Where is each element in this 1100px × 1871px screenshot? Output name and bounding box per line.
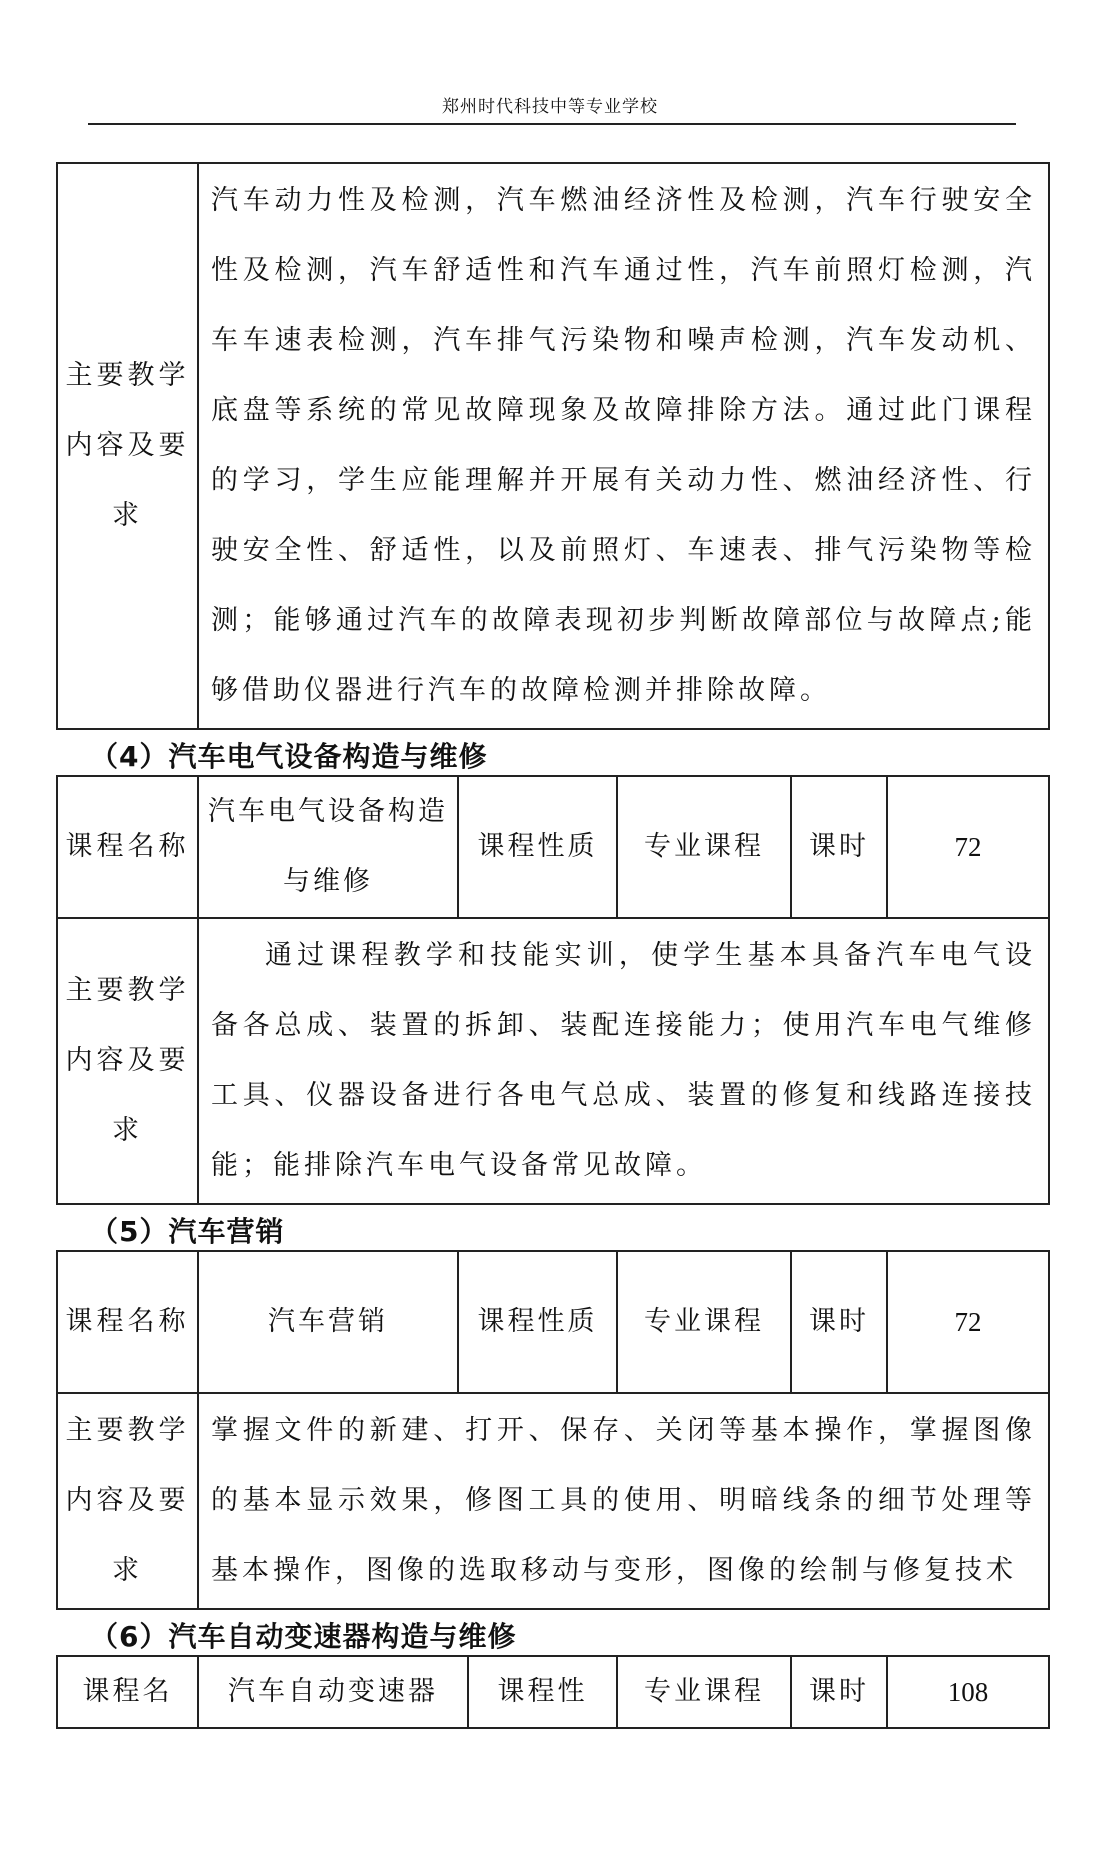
course-nature-value: 专业课程	[617, 776, 791, 918]
course-name-value: 汽车营销	[198, 1251, 458, 1393]
content-label: 主要教学内容及要求	[57, 918, 198, 1204]
course-table-6	[56, 1655, 1050, 1729]
content-text: 汽车动力性及检测，汽车燃油经济性及检测，汽车行驶安全性及检测，汽车舒适性和汽车通过性，汽车前照灯检测，汽车车速表检测，汽车排气污染物和噪声检测，汽车发动机、底盘等系统的常见故障现象及故障排除方法。通过此门课程的学习，学生应能理解并开展有关动力性、燃油经济性、行驶安全性、舒适性，以及前照灯、车速表、排气污染物等检测；能够通过汽车的故障表现初步判断故障部位与故障点;能够借助仪器进行汽车的故障检测并排除故障。	[198, 163, 1049, 729]
hours-label: 课时	[791, 776, 887, 918]
content-text: 掌握文件的新建、打开、保存、关闭等基本操作，掌握图像的基本显示效果，修图工具的使用、明暗线条的细节处理等基本操作，图像的选取移动与变形，图像的绘制与修复技术	[198, 1393, 1049, 1609]
course-table-continued	[56, 162, 1050, 730]
course-nature-label: 课程性质	[458, 1251, 617, 1393]
content-text: 通过课程教学和技能实训，使学生基本具备汽车电气设备各总成、装置的拆卸、装配连接能力；使用汽车电气维修工具、仪器设备进行各电气总成、装置的修复和线路连接技能；能排除汽车电气设备常见故障。	[198, 918, 1049, 1204]
section-heading-4: （4）汽车电气设备构造与维修	[90, 740, 488, 773]
course-nature-label: 课程性	[468, 1656, 617, 1728]
hours-value: 72	[887, 1251, 1049, 1393]
hours-value: 108	[887, 1656, 1049, 1728]
page-header-school: 郑州时代科技中等专业学校	[442, 97, 658, 117]
course-nature-value: 专业课程	[617, 1251, 791, 1393]
hours-label: 课时	[791, 1251, 887, 1393]
content-label: 主要教学内容及要求	[57, 1393, 198, 1609]
course-name-value: 汽车电气设备构造与维修	[198, 776, 458, 918]
course-table-4	[56, 775, 1050, 1205]
section-heading-6: （6）汽车自动变速器构造与维修	[90, 1620, 517, 1653]
header-divider	[88, 123, 1016, 125]
hours-label: 课时	[791, 1656, 887, 1728]
course-name-label: 课程名称	[57, 776, 198, 918]
section-heading-5: （5）汽车营销	[90, 1215, 285, 1248]
hours-value: 72	[887, 776, 1049, 918]
course-name-label: 课程名称	[57, 1251, 198, 1393]
content-label: 主要教学内容及要求	[57, 163, 198, 729]
course-table-5	[56, 1250, 1050, 1610]
course-name-label: 课程名	[57, 1656, 198, 1728]
course-nature-label: 课程性质	[458, 776, 617, 918]
course-nature-value: 专业课程	[617, 1656, 791, 1728]
course-name-value: 汽车自动变速器	[198, 1656, 468, 1728]
